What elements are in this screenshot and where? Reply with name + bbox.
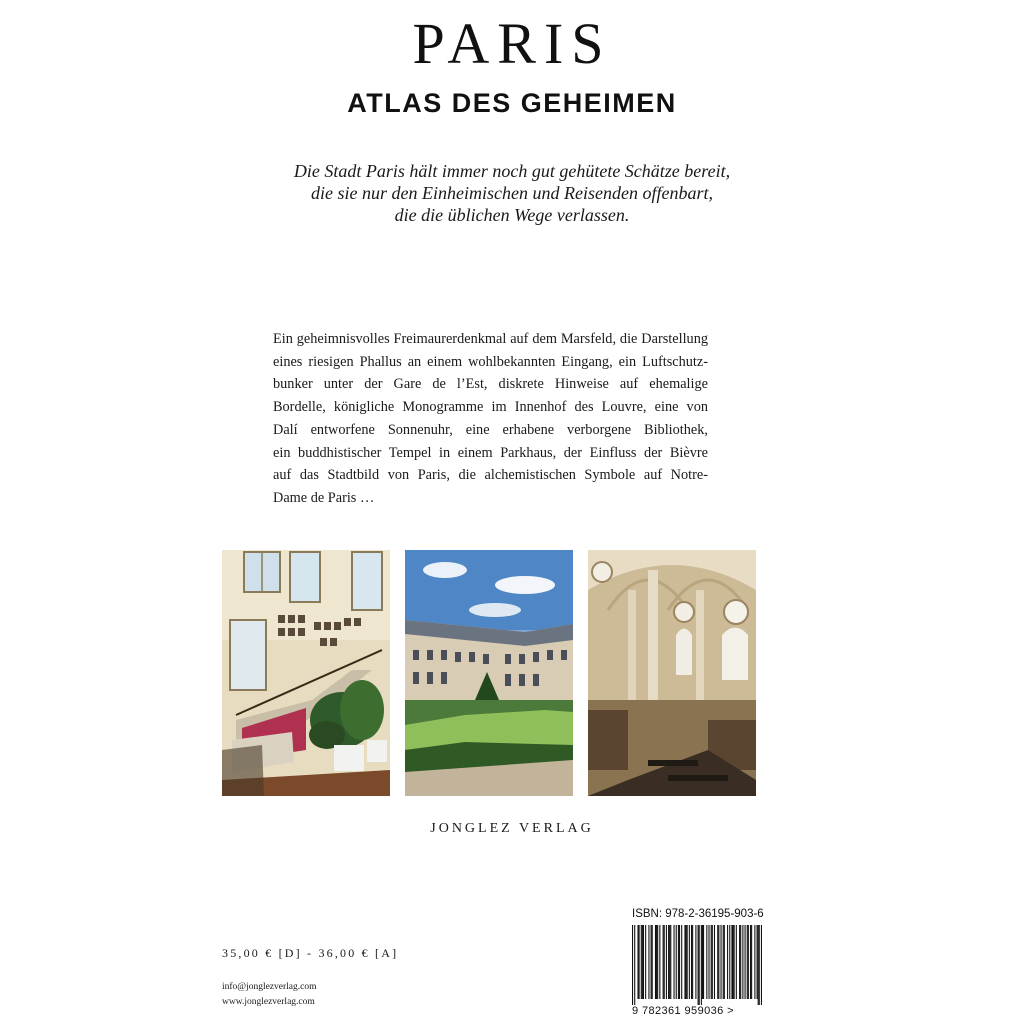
contact-info bbox=[222, 980, 316, 1010]
barcode-bar bbox=[664, 925, 665, 999]
price: 35,00 € [D] - 36,00 € [A] bbox=[222, 946, 399, 960]
barcode-bar bbox=[698, 925, 699, 1005]
barcode-bar bbox=[666, 925, 667, 999]
barcode-bar bbox=[643, 925, 644, 999]
website: www.jonglezverlag.com bbox=[222, 997, 315, 1007]
barcode bbox=[632, 925, 762, 1009]
barcode-bar bbox=[748, 925, 749, 999]
barcode-bar bbox=[663, 925, 664, 999]
barcode-bar bbox=[641, 925, 642, 999]
barcode-bar bbox=[714, 925, 715, 999]
barcode-bar bbox=[657, 925, 658, 999]
barcode-bar bbox=[652, 925, 653, 999]
barcode-bar bbox=[731, 925, 732, 999]
barcode-bar bbox=[727, 925, 728, 999]
barcode-bar bbox=[642, 925, 643, 999]
barcode-bar bbox=[717, 925, 718, 999]
barcode-bar bbox=[691, 925, 692, 999]
barcode-bar bbox=[678, 925, 679, 999]
barcode-bar bbox=[745, 925, 746, 999]
description-line: Bordelle, königliche Monogramme im Innenhof des Louvre, eine von bbox=[273, 399, 708, 416]
book-subtitle: ATLAS DES GEHEIMEN bbox=[347, 88, 677, 118]
tagline-line: die sie nur den Einheimischen und Reisenden offenbart, bbox=[311, 183, 713, 203]
barcode-bar bbox=[733, 925, 734, 999]
barcode-bar bbox=[739, 925, 740, 999]
barcode-bar bbox=[639, 925, 640, 999]
tagline-line: Die Stadt Paris hält immer noch gut gehütete Schätze bereit, bbox=[293, 161, 731, 181]
barcode-bar bbox=[686, 925, 687, 999]
barcode-bar bbox=[742, 925, 743, 999]
barcode-bar bbox=[706, 925, 707, 999]
courtyard-garden-photo bbox=[405, 550, 573, 796]
barcode-bar bbox=[651, 925, 652, 999]
book-title: PARIS bbox=[412, 11, 612, 76]
barcode-bar bbox=[656, 925, 657, 999]
barcode-bar bbox=[637, 925, 638, 999]
barcode-bar bbox=[692, 925, 693, 999]
description-line: ein buddhistischer Tempel in einem Parkhaus, der Einfluss der Bièvre bbox=[273, 444, 708, 461]
tagline bbox=[0, 160, 1024, 226]
barcode-bar bbox=[720, 925, 721, 999]
publisher-name: JONGLEZ VERLAG bbox=[430, 821, 594, 836]
barcode-bar bbox=[674, 925, 675, 999]
barcode-bar bbox=[729, 925, 730, 999]
barcode-bar bbox=[645, 925, 646, 999]
barcode-bar bbox=[681, 925, 682, 999]
barcode-bar bbox=[655, 925, 656, 999]
isbn-label: ISBN: 978-2-36195-903-6 bbox=[632, 908, 764, 920]
barcode-bar bbox=[751, 925, 752, 999]
barcode-bar bbox=[648, 925, 649, 999]
barcode-bar bbox=[723, 925, 724, 999]
barcode-bar bbox=[632, 925, 633, 1005]
description-line: Dalí entworfene Sonnenuhr, eine erhabene verborgene Bibliothek, bbox=[273, 421, 708, 438]
description-line: bunker unter der Gare de l’Est, diskrete Hinweise auf ehemalige bbox=[273, 376, 708, 393]
barcode-bar bbox=[702, 925, 703, 999]
barcode-bar bbox=[734, 925, 735, 999]
staircase-photo bbox=[222, 550, 390, 796]
barcode-bar bbox=[758, 925, 759, 1005]
description-line: Ein geheimnisvolles Freimaurerdenkmal auf dem Marsfeld, die Darstellung bbox=[273, 331, 708, 347]
barcode-bar bbox=[761, 925, 762, 1005]
barcode-bar bbox=[740, 925, 741, 999]
barcode-bar bbox=[670, 925, 671, 999]
email: info@jonglezverlag.com bbox=[222, 982, 317, 992]
barcode-bar bbox=[711, 925, 712, 999]
barcode-bar bbox=[676, 925, 677, 999]
barcode-bar bbox=[708, 925, 709, 999]
barcode-bar bbox=[687, 925, 688, 999]
barcode-digits: 9 782361 959036 > bbox=[632, 1005, 734, 1017]
tagline-line: die die üblichen Wege verlassen. bbox=[394, 205, 630, 225]
barcode-bar bbox=[718, 925, 719, 999]
barcode-bar bbox=[695, 925, 696, 999]
description-line: eines riesigen Phallus an einem wohlbekannten Eingang, ein Luftschutz- bbox=[273, 353, 708, 370]
barcode-bar bbox=[669, 925, 670, 999]
barcode-bar bbox=[712, 925, 713, 999]
barcode-bar bbox=[701, 925, 702, 1005]
gothic-library-photo bbox=[588, 550, 756, 796]
barcode-bar bbox=[699, 925, 700, 1005]
barcode-bar bbox=[703, 925, 704, 999]
description bbox=[273, 328, 708, 510]
description-line: auf das Stadtbild von Paris, die alchemistischen Symbole auf Notre- bbox=[273, 467, 708, 484]
barcode-bar bbox=[684, 925, 685, 999]
barcode-bar bbox=[668, 925, 669, 999]
barcode-bar bbox=[724, 925, 725, 999]
barcode-bar bbox=[750, 925, 751, 999]
barcode-bar bbox=[747, 925, 748, 999]
barcode-bar bbox=[754, 925, 755, 999]
barcode-bar bbox=[659, 925, 660, 999]
description-line: Dame de Paris … bbox=[273, 489, 375, 506]
barcode-bar bbox=[757, 925, 758, 999]
barcode-bar bbox=[634, 925, 635, 1005]
barcode-bar bbox=[759, 925, 760, 1005]
barcode-bar bbox=[689, 925, 690, 999]
barcode-bar bbox=[679, 925, 680, 999]
barcode-bar bbox=[736, 925, 737, 999]
